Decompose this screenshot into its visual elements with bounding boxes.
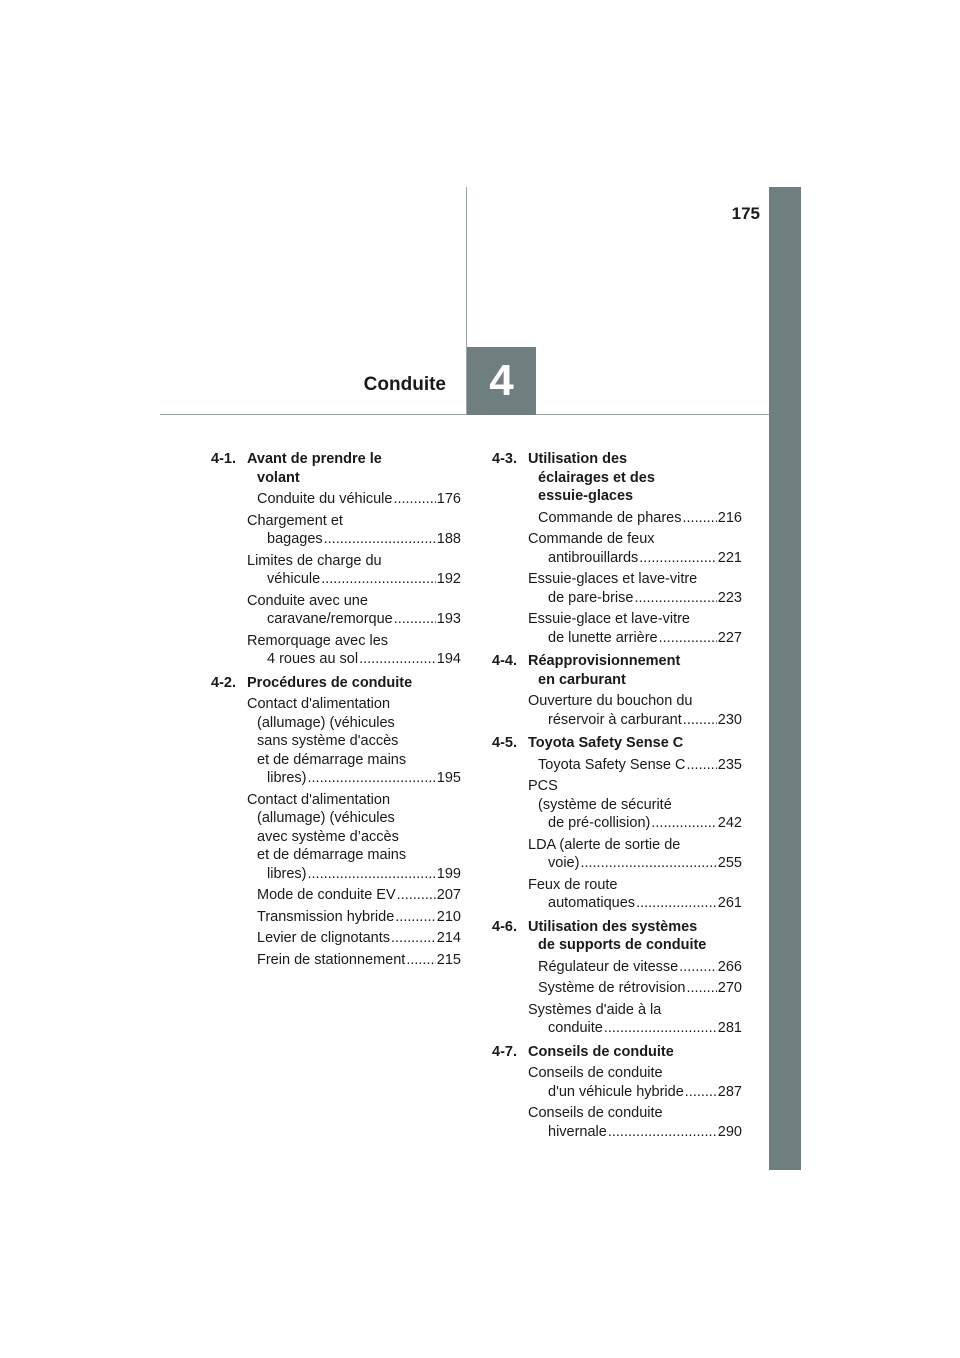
toc-entry[interactable] [247, 552, 461, 589]
entry-title: antibrouillards [548, 549, 639, 566]
toc-entry[interactable] [528, 530, 742, 567]
dot-leader [394, 610, 436, 629]
toc-entry[interactable] [247, 791, 461, 884]
entry-page-number: 235 [717, 756, 742, 773]
dot-leader [682, 509, 716, 528]
section-number: 4-2. [211, 674, 236, 691]
dot-leader [397, 886, 436, 905]
entry-page-number: 270 [717, 980, 742, 996]
toc-entry[interactable] [247, 632, 461, 669]
entry-title: réservoir à carburant [548, 711, 682, 728]
entry-page-number: 281 [717, 1020, 742, 1036]
entry-page-number: 221 [717, 549, 742, 566]
entry-title: Toyota Safety Sense C [538, 756, 686, 773]
entry-title-lead: Conduite avec une [247, 592, 368, 609]
toc-entry[interactable] [247, 886, 461, 905]
dot-leader [683, 711, 717, 730]
section-title[interactable]: Toyota Safety Sense C [528, 735, 684, 751]
entry-title-lead: Commande de feux [528, 531, 655, 547]
toc-section [492, 652, 742, 689]
entry-page-number: 255 [717, 855, 742, 871]
toc-entry[interactable] [247, 592, 461, 629]
entry-page-number: 214 [436, 930, 461, 946]
entry-title: Conduite du véhicule [257, 491, 393, 507]
toc-entry[interactable] [528, 876, 742, 913]
entry-title-lead: Limites de charge du [247, 552, 382, 569]
toc-section [492, 918, 742, 955]
dot-leader [679, 958, 717, 977]
section-title[interactable]: Utilisation des systèmes de supports de conduite [528, 918, 707, 953]
dot-leader [391, 929, 436, 948]
entry-page-number: 242 [717, 815, 742, 831]
chapter-number-box: 4 [467, 347, 536, 415]
entry-title-lead: LDA (alerte de sortie de [528, 836, 681, 853]
toc-section [211, 674, 461, 693]
dot-leader [659, 629, 717, 648]
toc-entry[interactable] [528, 1104, 742, 1141]
entry-page-number: 290 [717, 1123, 742, 1140]
section-number: 4-3. [492, 451, 517, 467]
section-number: 4-4. [492, 653, 517, 669]
entry-title: d'un véhicule hybride [548, 1083, 684, 1100]
entry-title: libres) [267, 865, 307, 882]
entry-title-lead: Ouverture du bouchon du [528, 693, 693, 709]
entry-title: véhicule [267, 571, 321, 587]
chapter-title: Conduite [363, 374, 446, 395]
entry-page-number: 188 [436, 531, 461, 547]
entry-title: Mode de conduite EV [257, 887, 396, 903]
toc-entry[interactable] [247, 929, 461, 948]
entry-title-lead: Essuie-glace et lave-vitre [528, 611, 690, 627]
header-horizontal-rule [160, 414, 769, 415]
dot-leader [651, 814, 716, 833]
toc-entry[interactable] [528, 1001, 742, 1038]
section-number: 4-6. [492, 918, 517, 935]
entry-title: Transmission hybride [257, 908, 395, 925]
dot-leader [634, 589, 716, 608]
toc-section [492, 450, 742, 506]
section-number: 4-5. [492, 735, 517, 751]
toc-entry[interactable] [528, 777, 742, 833]
toc-right-column [492, 450, 742, 1146]
entry-page-number: 193 [436, 611, 461, 627]
entry-page-number: 223 [717, 589, 742, 606]
entry-title: Commande de phares [538, 509, 682, 526]
dot-leader [307, 865, 435, 884]
section-title[interactable]: Utilisation des éclairages et des essuie-glaces [528, 451, 655, 504]
entry-page-number: 192 [436, 571, 461, 587]
dot-leader [687, 756, 717, 775]
entry-title-lead: Contact d'alimentation (allumage) (véhicules sans système d'accès et de démarrage mains [247, 696, 407, 768]
entry-page-number: 216 [717, 509, 742, 526]
dot-leader [636, 894, 717, 913]
dot-leader [321, 570, 436, 589]
dot-leader [307, 769, 435, 788]
entry-page-number: 210 [436, 908, 461, 925]
toc-entry[interactable] [528, 692, 742, 729]
dot-leader [686, 979, 716, 998]
entry-title: de pré-collision) [548, 815, 651, 831]
toc-entry[interactable] [528, 979, 742, 998]
dot-leader [359, 650, 436, 669]
dot-leader [604, 1019, 717, 1038]
entry-page-number: 230 [717, 711, 742, 728]
entry-page-number: 287 [717, 1083, 742, 1100]
toc-entry[interactable] [247, 490, 461, 509]
toc-entry[interactable] [247, 695, 461, 788]
entry-title-lead: Essuie-glaces et lave-vitre [528, 571, 698, 587]
dot-leader [406, 951, 435, 970]
toc-entry[interactable] [247, 951, 461, 970]
entry-page-number: 194 [436, 651, 461, 667]
entry-title: conduite [548, 1020, 603, 1036]
dot-leader [580, 854, 716, 873]
entry-title-lead: Chargement et [247, 512, 343, 529]
entry-page-number: 266 [717, 958, 742, 975]
entry-title-lead: Feux de route [528, 876, 618, 893]
toc-entry[interactable] [528, 756, 742, 775]
toc-entry[interactable] [528, 836, 742, 873]
entry-title: voie) [548, 855, 580, 871]
section-title[interactable]: Réapprovisionnement en carburant [528, 653, 681, 688]
entry-title-lead: Conseils de conduite [528, 1065, 663, 1081]
entry-page-number: 195 [436, 770, 461, 786]
entry-title: automatiques [548, 895, 636, 911]
toc-section [492, 734, 742, 753]
toc-left-column [211, 450, 461, 974]
toc-section [211, 450, 461, 487]
entry-title: caravane/remorque [267, 611, 393, 627]
entry-page-number: 207 [436, 887, 461, 903]
entry-title-lead: PCS (système de sécurité [528, 778, 672, 813]
section-number: 4-1. [211, 451, 236, 467]
dot-leader [608, 1123, 717, 1142]
toc-entry[interactable] [247, 512, 461, 549]
entry-title: Levier de clignotants [257, 930, 390, 946]
page-number: 175 [731, 204, 760, 223]
entry-title: libres) [267, 770, 307, 786]
entry-title: de lunette arrière [548, 629, 658, 646]
entry-title-lead: Conseils de conduite [528, 1105, 663, 1121]
dot-leader [393, 490, 435, 509]
entry-title: bagages [267, 531, 323, 547]
section-title[interactable]: Conseils de conduite [528, 1043, 674, 1060]
section-number: 4-7. [492, 1043, 517, 1060]
entry-title: hivernale [548, 1123, 607, 1140]
toc-entry[interactable] [528, 509, 742, 528]
entry-title: Frein de stationnement [257, 951, 406, 968]
entry-title: 4 roues au sol [267, 651, 359, 667]
toc-entry[interactable] [528, 570, 742, 607]
entry-page-number: 261 [717, 895, 742, 911]
toc-section [492, 1043, 742, 1062]
toc-entry[interactable] [528, 958, 742, 977]
section-title[interactable]: Procédures de conduite [247, 674, 413, 691]
entry-title-lead: Systèmes d'aide à la [528, 1001, 662, 1018]
toc-entry[interactable] [247, 908, 461, 927]
toc-entry[interactable] [528, 610, 742, 647]
entry-page-number: 176 [436, 491, 461, 507]
entry-title-lead: Remorquage avec les [247, 632, 389, 649]
entry-page-number: 215 [436, 951, 461, 968]
entry-page-number: 199 [436, 865, 461, 882]
section-title[interactable]: Avant de prendre le volant [247, 451, 382, 486]
entry-title: Système de rétrovision [538, 980, 686, 996]
entry-title: Régulateur de vitesse [538, 958, 679, 975]
entry-title: de pare-brise [548, 589, 634, 606]
dot-leader [685, 1083, 717, 1102]
entry-page-number: 227 [717, 629, 742, 646]
dot-leader [324, 530, 436, 549]
dot-leader [639, 549, 717, 568]
dot-leader [395, 908, 436, 927]
entry-title-lead: Contact d'alimentation (allumage) (véhicules avec système d’accès et de démarrage mains [247, 791, 407, 863]
toc-entry[interactable] [528, 1064, 742, 1101]
chapter-side-tab [769, 187, 801, 1170]
